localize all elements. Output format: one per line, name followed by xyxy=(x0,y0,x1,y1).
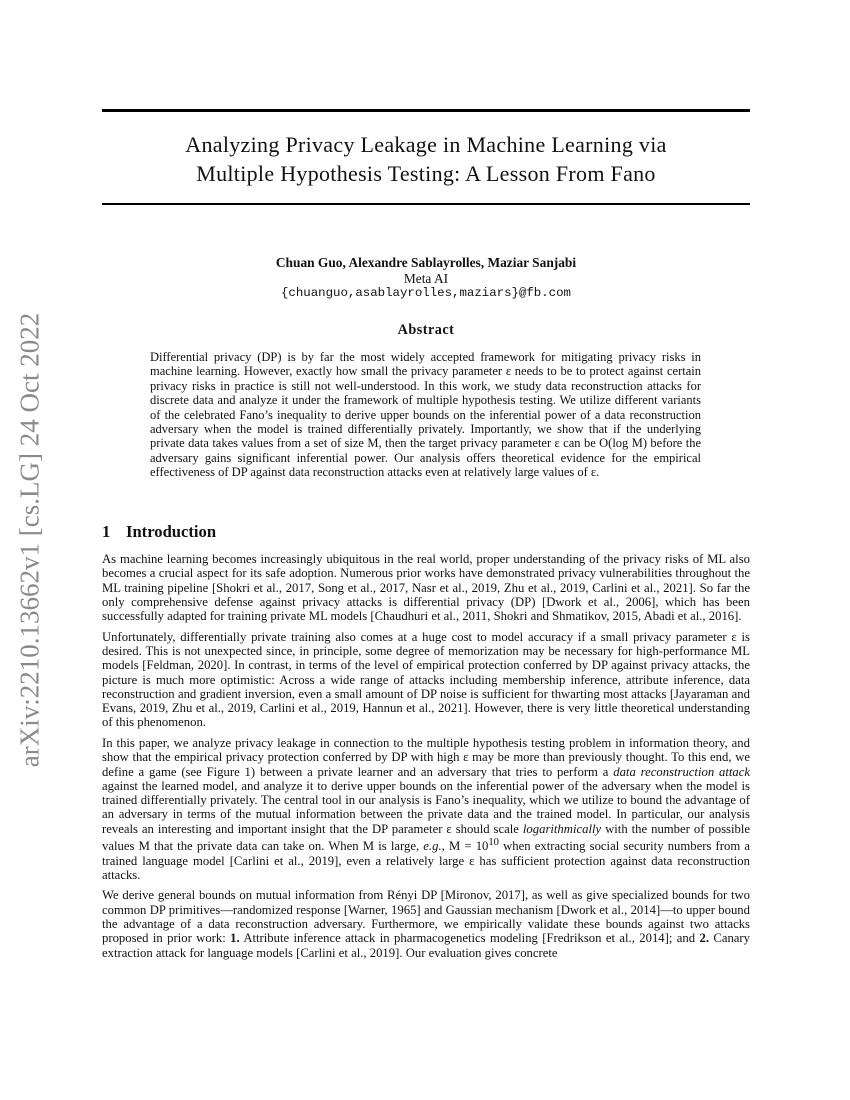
author-block xyxy=(102,255,750,302)
author-affiliation: Meta AI xyxy=(403,270,449,286)
p3-math-base: 10 xyxy=(475,839,489,854)
p3-math-exponent: 10 xyxy=(488,837,499,849)
p3-part-1: In this paper, we analyze privacy leakage in connection to the multiple hypothesis testing problem in information theory, and show that the empirical privacy protection conferred by DP with high ε may be more than previously thought. To this end, we define a game (see Figure 1) between a private learner and an adversary that tries to perform a xyxy=(102,735,750,779)
author-names: Chuan Guo, Alexandre Sablayrolles, Maziar Sanjabi xyxy=(275,255,577,270)
arxiv-identifier-stamp xyxy=(10,290,50,790)
p4-part-2: Attribute inference attack in pharmacogenetics modeling [Fredrikson et al., 2014]; and xyxy=(239,931,700,946)
paper-title xyxy=(102,130,750,188)
section-title: Introduction xyxy=(126,522,217,541)
title-line-2-text: Multiple Hypothesis Testing: A Lesson From Fano xyxy=(196,161,656,186)
author-email: {chuanguo,asablayrolles,maziars}@fb.com xyxy=(281,286,571,300)
p3-emphasis-1: data reconstruction attack xyxy=(613,764,750,779)
p3-part-5: when extracting social security numbers from a trained language model [Carlini et al., 2019], even a relatively large ε has sufficient protection against data reconstruction attacks. xyxy=(102,839,751,882)
abstract-text: Differential privacy (DP) is by far the most widely accepted framework for mitigating privacy risks in machine learning. However, exactly how small the privacy parameter ε needs to be to protect against certain privacy risks in practice is still not well-understood. In this work, we study data reconstruction attacks for discrete data and analyze it under the framework of multiple hypothesis testing. We utilize different variants of the celebrated Fano’s inequality to derive upper bounds on the inferential power of a data reconstruction adversary when the model is trained differentially privately. Importantly, we show that if the underlying private data takes values from a set of size M, then the target privacy parameter ε can be O(log M) before the adversary gains significant inferential power. Our analysis offers theoretical evidence for the empirical effectiveness of DP against data reconstruction attacks even at relatively large values of ε. xyxy=(150,350,701,480)
p3-emphasis-3: e.g. xyxy=(423,839,442,854)
paragraph-1: As machine learning becomes increasingly ubiquitous in the real world, proper understanding of the privacy risks of ML also becomes a crucial aspect for its safe adoption. Numerous prior works have demonstrated privacy vulnerabilities throughout the ML training pipeline [Shokri et al., 2017, Song et al., 2017, Nasr et al., 2019, Zhu et al., 2019, Carlini et al., 2021]. So far the only comprehensive defense against privacy attacks is differential privacy (DP) [Dwork et al., 2006], which has been successfully adapted for training private ML models [Chaudhuri et al., 2011, Shokri and Shmatikov, 2015, Abadi et al., 2016]. xyxy=(102,552,750,624)
p3-part-2: against the learned model, and analyze it to derive upper bounds on the inferential power of the adversary when the model is trained differentially privately. The central tool in our analysis is Fano’s inequality, which we utilize to bound the advantage of an adversary in terms of the mutual information between the private data and the trained model. In particular, our analysis reveals an interesting and important insight that the DP parameter ε should scale xyxy=(102,778,750,836)
title-line-2 xyxy=(102,159,750,188)
paragraph-3 xyxy=(102,736,750,882)
section-heading xyxy=(102,522,216,542)
abstract-heading: Abstract xyxy=(397,322,455,338)
title-line-1 xyxy=(102,130,750,159)
p4-bold-1: 1. xyxy=(230,931,240,946)
p4-part-3: Canary extraction attack for language models [Carlini et al., 2019]. Our evaluation gives concrete xyxy=(102,931,750,960)
paragraph-2: Unfortunately, differentially private training also comes at a huge cost to model accuracy if a small privacy parameter ε is desired. This is not unexpected since, in principle, some degree of memorization may be necessary for high-performance ML models [Feldman, 2020]. In contrast, in terms of the level of empirical protection conferred by DP against privacy attacks, the picture is much more optimistic: Across a wide range of attacks including membership inference, attribute inference, data reconstruction and gradient inversion, even a small amount of DP noise is sufficient for thwarting most attacks [Jayaraman and Evans, 2019, Zhu et al., 2019, Carlini et al., 2019, Hannun et al., 2021]. However, there is very little theoretical understanding of this phenomenon. xyxy=(102,629,750,730)
body-text xyxy=(102,552,750,960)
title-bottom-rule xyxy=(102,203,750,205)
p3-part-4: , M = xyxy=(441,839,476,854)
arxiv-stamp-text: arXiv:2210.13662v1 [cs.LG] 24 Oct 2022 xyxy=(14,312,45,768)
p3-emphasis-2: logarithmically xyxy=(522,821,602,836)
p4-bold-2: 2. xyxy=(699,931,709,946)
section-number: 1 xyxy=(102,522,111,541)
title-top-rule xyxy=(102,109,750,112)
p3-part-3: with the number of possible values M that the private data can take on. When M is large, xyxy=(102,821,750,854)
title-line-1-text: Analyzing Privacy Leakage in Machine Learning via xyxy=(185,132,667,157)
p4-part-1: We derive general bounds on mutual information from Rényi DP [Mironov, 2017], as well as give specialized bounds for two common DP primitives—randomized response [Warner, 1965] and Gaussian mechanism [Dwork et al., 2014]—to upper bound the advantage of a data reconstruction adversary. Furthermore, we empirically validate these bounds against two attacks proposed in prior work: xyxy=(102,888,750,946)
paragraph-4 xyxy=(102,888,750,959)
